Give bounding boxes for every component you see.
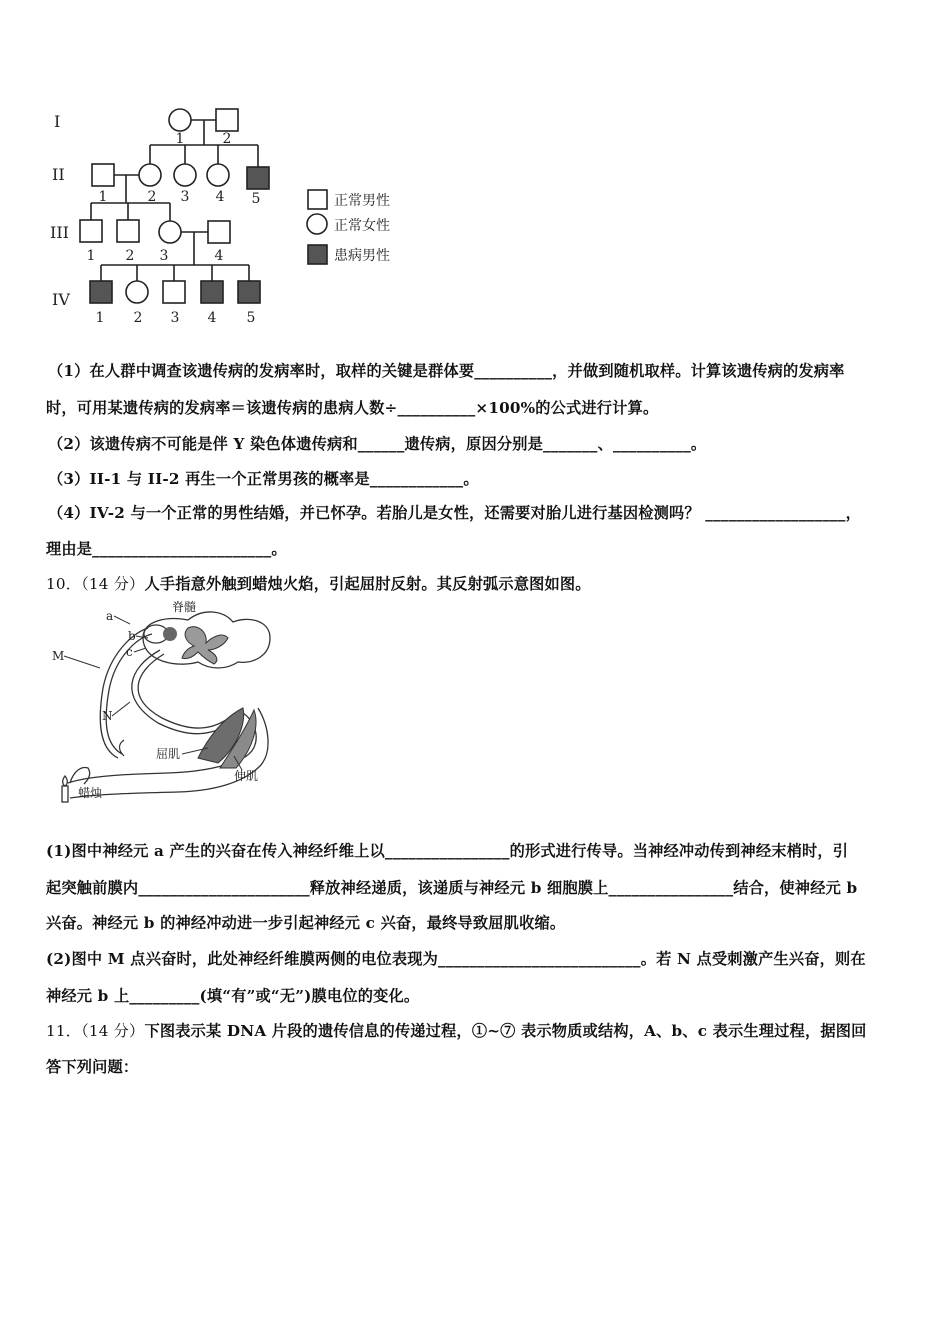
q11-stem-line1 bbox=[46, 1020, 867, 1041]
pedigree-affected-male-IV-5 bbox=[238, 281, 260, 303]
pedigree-female-I-1 bbox=[169, 109, 191, 131]
pedigree-male-II-1 bbox=[92, 164, 114, 186]
individual-number: 2 bbox=[133, 310, 143, 326]
individual-number: 1 bbox=[175, 131, 185, 147]
generation-label-III: III bbox=[50, 223, 69, 242]
pedigree-male-III-1 bbox=[80, 220, 102, 242]
label-spinal-cord: 脊髓 bbox=[172, 600, 197, 614]
q10-number: 10．（14 分） bbox=[46, 575, 145, 593]
label-neuron-b: b bbox=[128, 629, 136, 643]
individual-number: 3 bbox=[159, 248, 169, 264]
q10-part2-line1: (2)图中 M 点兴奋时，此处神经纤维膜两侧的电位表现为__________________________。若 N 点受刺激产生兴奋，则在 bbox=[46, 950, 866, 968]
q9-part4-line1: （4）IV-2 与一个正常的男性结婚，并已怀孕。若胎儿是女性，还需要对胎儿进行基因检测吗？ __________________， bbox=[48, 504, 861, 522]
pedigree-affected-male-IV-4 bbox=[201, 281, 223, 303]
label-neuron-c: c bbox=[126, 645, 133, 659]
generation-label-IV: IV bbox=[52, 290, 70, 309]
individual-number: 2 bbox=[147, 189, 157, 205]
q11-stem-text: 下图表示某 DNA 片段的遗传信息的传递过程，①~⑦ 表示物质或结构，A、b、c 表示生理过程，据图回 bbox=[144, 1022, 867, 1040]
pedigree-female-II-4 bbox=[207, 164, 229, 186]
q10-part2-line2: 神经元 b 上_________(填“有”或“无”)膜电位的变化。 bbox=[46, 987, 420, 1005]
q9-part4-line2: 理由是_______________________。 bbox=[46, 540, 287, 558]
q9-part3: （3）II-1 与 II-2 再生一个正常男孩的概率是____________。 bbox=[48, 470, 479, 488]
legend-normal-female-symbol bbox=[307, 214, 327, 234]
q11-number: 11．（14 分） bbox=[46, 1022, 145, 1040]
q10-stem-text: 人手指意外触到蜡烛火焰，引起屈肘反射。其反射弧示意图如图。 bbox=[144, 575, 591, 593]
individual-number: 1 bbox=[86, 248, 96, 264]
generation-label-I: I bbox=[54, 112, 61, 131]
pedigree-female-II-3 bbox=[174, 164, 196, 186]
q9-part1-line2: 时，可用某遗传病的发病率＝该遗传病的患病人数÷__________×100%的公式进行计算。 bbox=[46, 399, 659, 417]
q10-part1-line2: 起突触前膜内______________________释放神经递质，该递质与神经元 b 细胞膜上________________结合，使神经元 b bbox=[46, 879, 858, 897]
individual-number: 1 bbox=[98, 189, 108, 205]
individual-number: 1 bbox=[95, 310, 105, 326]
pedigree-male-I-2 bbox=[216, 109, 238, 131]
q11-stem-line2: 答下列问题： bbox=[46, 1058, 139, 1076]
pedigree-male-IV-3 bbox=[163, 281, 185, 303]
q10-part1-line1: (1)图中神经元 a 产生的兴奋在传入神经纤维上以________________的形式进行传导。当神经冲动传到神经末梢时，引 bbox=[46, 842, 849, 860]
individual-number: 2 bbox=[125, 248, 135, 264]
legend-affected-male-label: 患病男性 bbox=[334, 248, 390, 264]
q10-part1-line3: 兴奋。神经元 b 的神经冲动进一步引起神经元 c 兴奋，最终导致屈肌收缩。 bbox=[46, 914, 566, 932]
individual-number: 5 bbox=[251, 191, 261, 207]
generation-label-II: II bbox=[52, 165, 65, 184]
legend-normal-male-label: 正常男性 bbox=[334, 193, 390, 209]
reflex-arc-figure bbox=[48, 598, 288, 808]
individual-number: 4 bbox=[215, 189, 225, 205]
pedigree-affected-male-IV-1 bbox=[90, 281, 112, 303]
q10-stem bbox=[46, 573, 591, 594]
legend-normal-female-label: 正常女性 bbox=[334, 218, 390, 234]
individual-number: 3 bbox=[170, 310, 180, 326]
pedigree-female-IV-2 bbox=[126, 281, 148, 303]
individual-number: 4 bbox=[214, 248, 224, 264]
pedigree-female-II-2 bbox=[139, 164, 161, 186]
q9-part2: （2）该遗传病不可能是伴 Y 染色体遗传病和______遗传病，原因分别是_______、__________。 bbox=[48, 435, 707, 453]
individual-number: 2 bbox=[222, 131, 232, 147]
label-point-M: M bbox=[52, 649, 65, 663]
legend-normal-male-symbol bbox=[308, 190, 327, 209]
pedigree-female-III-3 bbox=[159, 221, 181, 243]
individual-number: 3 bbox=[180, 189, 190, 205]
legend-affected-male-symbol bbox=[308, 245, 327, 264]
label-extensor: 伸肌 bbox=[234, 769, 259, 783]
pedigree-legend bbox=[307, 190, 390, 264]
individual-number: 4 bbox=[207, 310, 217, 326]
pedigree-male-III-2 bbox=[117, 220, 139, 242]
individual-number: 5 bbox=[246, 310, 256, 326]
pedigree-affected-male-II-5 bbox=[247, 167, 269, 189]
pedigree-chart bbox=[40, 95, 420, 335]
q9-part1-line1: （1）在人群中调查该遗传病的发病率时，取样的关键是群体要__________，并做到随机取样。计算该遗传病的发病率 bbox=[48, 362, 845, 380]
label-point-N: N bbox=[102, 709, 113, 723]
label-candle: 蜡烛 bbox=[78, 786, 103, 800]
pedigree-male-III-4 bbox=[208, 221, 230, 243]
label-neuron-a: a bbox=[106, 609, 114, 623]
label-flexor: 屈肌 bbox=[156, 747, 181, 761]
